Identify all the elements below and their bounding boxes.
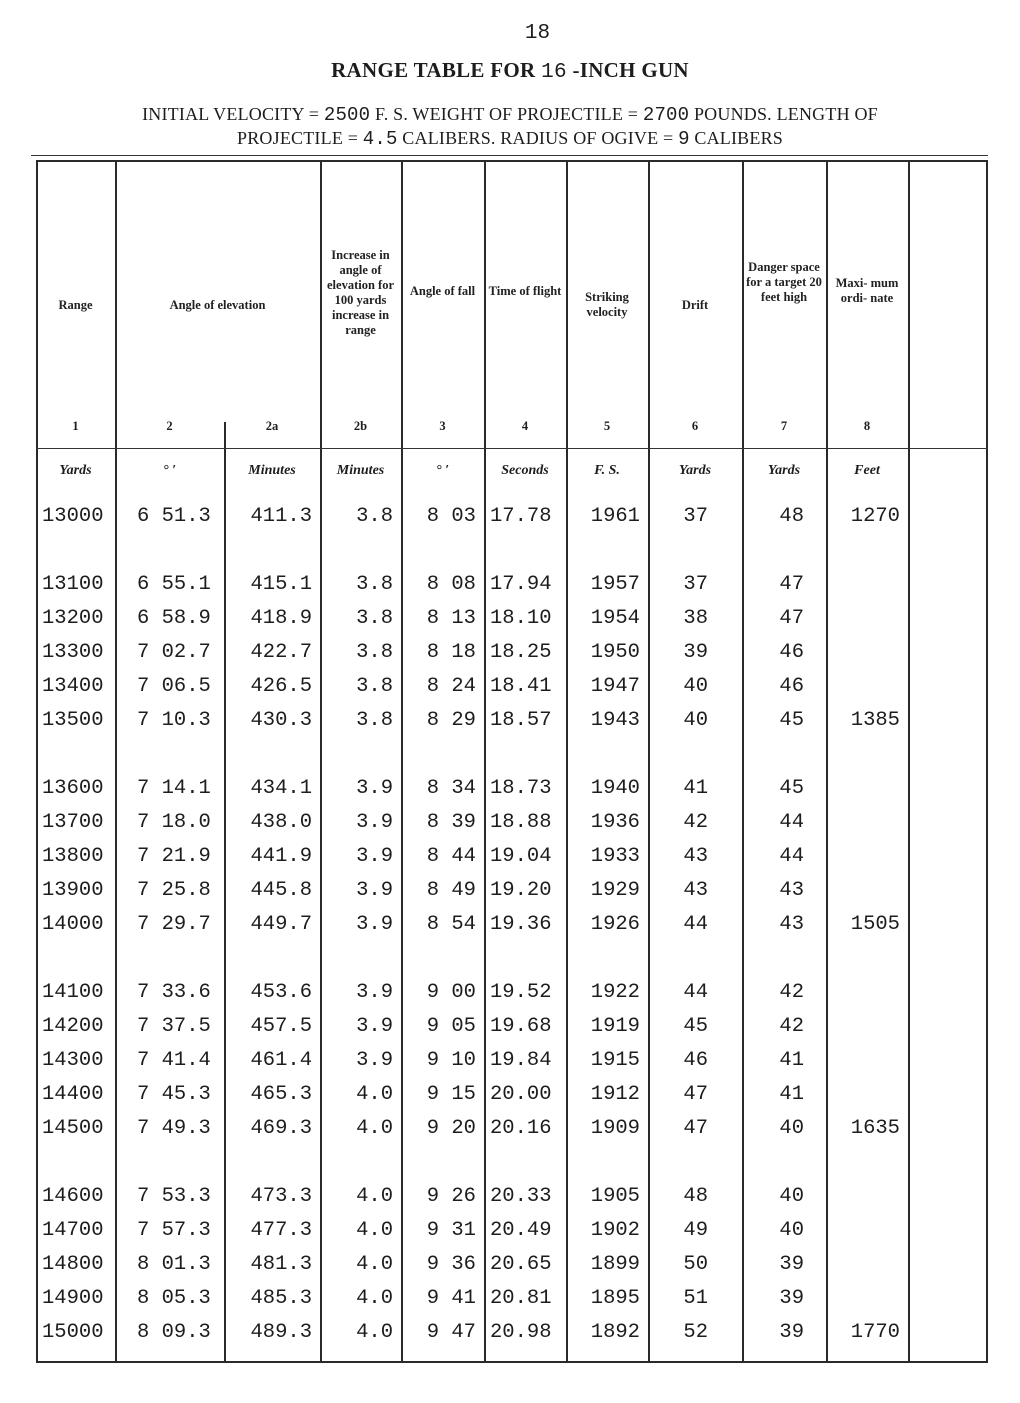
column-rule — [826, 160, 828, 1363]
cell-striking-velocity: 1902 — [590, 1219, 640, 1242]
column-header: Drift — [681, 298, 709, 312]
cell-elevation-minutes: 469.3 — [250, 1117, 312, 1140]
column-rule — [320, 160, 322, 1363]
cell-angle-of-fall: 9 00 — [426, 981, 476, 1004]
cell-angle-of-fall: 8 08 — [426, 573, 476, 596]
cell-striking-velocity: 1936 — [590, 811, 640, 834]
cell-time-of-flight: 18.41 — [490, 675, 552, 698]
cell-time-of-flight: 19.04 — [490, 845, 552, 868]
cell-elevation-increase: 3.9 — [356, 879, 393, 902]
column-header: Maxi- mum ordi- nate — [835, 276, 899, 305]
cell-time-of-flight: 20.98 — [490, 1321, 552, 1344]
subtitle-text: POUNDS. LENGTH OF — [689, 104, 878, 124]
column-rule — [115, 160, 117, 1363]
cell-time-of-flight: 18.25 — [490, 641, 552, 664]
cell-time-of-flight: 18.88 — [490, 811, 552, 834]
cell-drift: 40 — [683, 709, 708, 732]
cell-elevation-deg-min: 8 09.3 — [137, 1321, 211, 1344]
cell-drift: 49 — [683, 1219, 708, 1242]
cell-striking-velocity: 1905 — [590, 1185, 640, 1208]
cell-elevation-deg-min: 7 14.1 — [137, 777, 211, 800]
cell-maximum-ordinate: 1770 — [850, 1321, 900, 1344]
cell-elevation-increase: 3.8 — [356, 573, 393, 596]
cell-striking-velocity: 1892 — [590, 1321, 640, 1344]
cell-striking-velocity: 1919 — [590, 1015, 640, 1038]
page-number: 18 — [524, 22, 551, 45]
cell-danger-space: 42 — [779, 981, 804, 1004]
subtitle-text: PROJECTILE = — [237, 128, 363, 148]
cell-elevation-increase: 4.0 — [356, 1287, 393, 1310]
cell-angle-of-fall: 8 39 — [426, 811, 476, 834]
cell-angle-of-fall: 9 36 — [426, 1253, 476, 1276]
cell-elevation-deg-min: 7 18.0 — [137, 811, 211, 834]
cell-elevation-increase: 3.9 — [356, 777, 393, 800]
cell-danger-space: 46 — [779, 675, 804, 698]
cell-striking-velocity: 1915 — [590, 1049, 640, 1072]
subtitle-text: INITIAL VELOCITY = — [142, 104, 324, 124]
column-rule — [648, 160, 650, 1363]
cell-elevation-minutes: 430.3 — [250, 709, 312, 732]
cell-range: 15000 — [42, 1321, 104, 1344]
cell-range: 13500 — [42, 709, 104, 732]
cell-elevation-deg-min: 7 57.3 — [137, 1219, 211, 1242]
cell-range: 13200 — [42, 607, 104, 630]
cell-striking-velocity: 1961 — [590, 505, 640, 528]
cell-time-of-flight: 20.00 — [490, 1083, 552, 1106]
cell-time-of-flight: 19.84 — [490, 1049, 552, 1072]
cell-elevation-minutes: 457.5 — [250, 1015, 312, 1038]
cell-maximum-ordinate: 1635 — [850, 1117, 900, 1140]
subtitle-text: CALIBERS. RADIUS OF OGIVE = — [397, 128, 679, 148]
initial-velocity-value: 2500 — [323, 104, 371, 126]
column-header: Angle of elevation — [169, 298, 266, 312]
column-number: 2 — [166, 419, 173, 433]
cell-angle-of-fall: 8 49 — [426, 879, 476, 902]
cell-angle-of-fall: 8 18 — [426, 641, 476, 664]
cell-elevation-minutes: 453.6 — [250, 981, 312, 1004]
cell-striking-velocity: 1947 — [590, 675, 640, 698]
cell-angle-of-fall: 9 41 — [426, 1287, 476, 1310]
page-title — [0, 58, 1020, 84]
cell-drift: 45 — [683, 1015, 708, 1038]
cell-time-of-flight: 18.10 — [490, 607, 552, 630]
cell-elevation-deg-min: 7 02.7 — [137, 641, 211, 664]
cell-drift: 44 — [683, 913, 708, 936]
cell-striking-velocity: 1943 — [590, 709, 640, 732]
cell-elevation-increase: 4.0 — [356, 1219, 393, 1242]
cell-drift: 46 — [683, 1049, 708, 1072]
cell-range: 13900 — [42, 879, 104, 902]
cell-elevation-increase: 3.9 — [356, 913, 393, 936]
cell-elevation-increase: 4.0 — [356, 1253, 393, 1276]
cell-striking-velocity: 1895 — [590, 1287, 640, 1310]
cell-range: 14100 — [42, 981, 104, 1004]
cell-time-of-flight: 20.33 — [490, 1185, 552, 1208]
cell-striking-velocity: 1933 — [590, 845, 640, 868]
cell-striking-velocity: 1909 — [590, 1117, 640, 1140]
cell-range: 14800 — [42, 1253, 104, 1276]
cell-range: 13000 — [42, 505, 104, 528]
column-rule — [484, 160, 486, 1363]
cell-danger-space: 48 — [779, 505, 804, 528]
cell-range: 14700 — [42, 1219, 104, 1242]
column-number: 1 — [72, 419, 79, 433]
column-unit: Yards — [678, 463, 712, 478]
cell-elevation-increase: 3.8 — [356, 709, 393, 732]
cell-danger-space: 39 — [779, 1321, 804, 1344]
cell-drift: 40 — [683, 675, 708, 698]
cell-elevation-increase: 3.8 — [356, 505, 393, 528]
column-number: 6 — [691, 419, 699, 433]
cell-angle-of-fall: 9 05 — [426, 1015, 476, 1038]
cell-danger-space: 39 — [779, 1253, 804, 1276]
cell-danger-space: 41 — [779, 1049, 804, 1072]
cell-striking-velocity: 1940 — [590, 777, 640, 800]
cell-range: 14600 — [42, 1185, 104, 1208]
cell-drift: 47 — [683, 1083, 708, 1106]
cell-elevation-deg-min: 7 33.6 — [137, 981, 211, 1004]
cell-drift: 51 — [683, 1287, 708, 1310]
cell-drift: 50 — [683, 1253, 708, 1276]
title-caliber: 16 — [541, 61, 567, 84]
cell-elevation-deg-min: 7 25.8 — [137, 879, 211, 902]
column-rule — [742, 160, 744, 1363]
cell-time-of-flight: 20.81 — [490, 1287, 552, 1310]
cell-elevation-minutes: 449.7 — [250, 913, 312, 936]
cell-angle-of-fall: 9 15 — [426, 1083, 476, 1106]
cell-elevation-deg-min: 6 58.9 — [137, 607, 211, 630]
cell-angle-of-fall: 8 54 — [426, 913, 476, 936]
cell-danger-space: 45 — [779, 777, 804, 800]
cell-elevation-deg-min: 7 49.3 — [137, 1117, 211, 1140]
column-rule — [908, 160, 910, 1363]
cell-elevation-minutes: 485.3 — [250, 1287, 312, 1310]
cell-range: 13400 — [42, 675, 104, 698]
cell-drift: 38 — [683, 607, 708, 630]
cell-danger-space: 44 — [779, 845, 804, 868]
projectile-weight-value: 2700 — [642, 104, 690, 126]
cell-elevation-increase: 3.8 — [356, 675, 393, 698]
cell-elevation-deg-min: 7 41.4 — [137, 1049, 211, 1072]
cell-danger-space: 42 — [779, 1015, 804, 1038]
cell-elevation-deg-min: 6 55.1 — [137, 573, 211, 596]
cell-time-of-flight: 19.20 — [490, 879, 552, 902]
column-rule — [566, 160, 568, 1363]
cell-elevation-deg-min: 7 37.5 — [137, 1015, 211, 1038]
column-unit: Yards — [767, 463, 801, 478]
column-unit: ° ′ — [162, 463, 177, 478]
cell-maximum-ordinate: 1270 — [850, 505, 900, 528]
column-number: 7 — [780, 419, 788, 433]
column-unit: ° ′ — [435, 463, 450, 478]
cell-elevation-minutes: 481.3 — [250, 1253, 312, 1276]
column-number: 5 — [603, 419, 611, 433]
cell-drift: 48 — [683, 1185, 708, 1208]
column-unit: Minutes — [248, 463, 296, 478]
column-header: Angle of fall — [409, 284, 476, 298]
header-rule — [36, 448, 988, 449]
cell-elevation-minutes: 441.9 — [250, 845, 312, 868]
column-unit: Seconds — [501, 463, 549, 478]
cell-range: 13100 — [42, 573, 104, 596]
cell-striking-velocity: 1922 — [590, 981, 640, 1004]
cell-range: 14400 — [42, 1083, 104, 1106]
cell-danger-space: 46 — [779, 641, 804, 664]
column-header: Range — [58, 298, 93, 312]
cell-danger-space: 40 — [779, 1185, 804, 1208]
cell-striking-velocity: 1954 — [590, 607, 640, 630]
column-number: 3 — [439, 419, 446, 433]
cell-elevation-minutes: 415.1 — [250, 573, 312, 596]
cell-elevation-increase: 4.0 — [356, 1117, 393, 1140]
cell-angle-of-fall: 8 03 — [426, 505, 476, 528]
cell-elevation-minutes: 473.3 — [250, 1185, 312, 1208]
cell-drift: 39 — [683, 641, 708, 664]
cell-angle-of-fall: 8 29 — [426, 709, 476, 732]
column-unit: F. S. — [594, 463, 620, 478]
cell-elevation-increase: 4.0 — [356, 1321, 393, 1344]
cell-maximum-ordinate: 1505 — [850, 913, 900, 936]
column-header: Striking velocity — [585, 290, 629, 319]
cell-striking-velocity: 1926 — [590, 913, 640, 936]
cell-angle-of-fall: 9 47 — [426, 1321, 476, 1344]
column-number: 8 — [863, 419, 871, 433]
cell-elevation-deg-min: 7 29.7 — [137, 913, 211, 936]
cell-elevation-deg-min: 7 10.3 — [137, 709, 211, 732]
cell-elevation-increase: 3.9 — [356, 1049, 393, 1072]
cell-range: 14000 — [42, 913, 104, 936]
cell-danger-space: 47 — [779, 573, 804, 596]
column-number: 2a — [265, 419, 279, 433]
column-header: Time of flight — [488, 284, 562, 298]
cell-range: 14200 — [42, 1015, 104, 1038]
subtitle-line-2 — [0, 128, 1020, 150]
cell-danger-space: 43 — [779, 913, 804, 936]
title-suffix: -INCH GUN — [572, 58, 689, 82]
subtitle-line-1 — [0, 104, 1020, 126]
cell-angle-of-fall: 8 13 — [426, 607, 476, 630]
cell-range: 14900 — [42, 1287, 104, 1310]
column-header: Danger space for a target 20 feet high — [746, 260, 822, 304]
cell-drift: 42 — [683, 811, 708, 834]
cell-elevation-minutes: 445.8 — [250, 879, 312, 902]
cell-elevation-increase: 3.9 — [356, 981, 393, 1004]
projectile-length-value: 4.5 — [362, 128, 398, 150]
column-number: 2b — [353, 419, 368, 433]
column-unit: Feet — [854, 463, 880, 478]
cell-elevation-increase: 4.0 — [356, 1185, 393, 1208]
cell-danger-space: 40 — [779, 1117, 804, 1140]
subtitle-text: CALIBERS — [689, 128, 783, 148]
cell-danger-space: 45 — [779, 709, 804, 732]
cell-elevation-increase: 4.0 — [356, 1083, 393, 1106]
cell-range: 14300 — [42, 1049, 104, 1072]
column-rule — [401, 160, 403, 1363]
cell-drift: 43 — [683, 845, 708, 868]
cell-drift: 37 — [683, 505, 708, 528]
cell-elevation-minutes: 438.0 — [250, 811, 312, 834]
cell-time-of-flight: 17.78 — [490, 505, 552, 528]
column-unit: Minutes — [336, 463, 385, 478]
ogive-radius-value: 9 — [678, 128, 690, 150]
cell-time-of-flight: 18.73 — [490, 777, 552, 800]
cell-angle-of-fall: 8 34 — [426, 777, 476, 800]
column-number: 4 — [521, 419, 529, 433]
cell-elevation-minutes: 426.5 — [250, 675, 312, 698]
cell-drift: 37 — [683, 573, 708, 596]
table-top-rule — [31, 155, 988, 156]
cell-elevation-deg-min: 7 21.9 — [137, 845, 211, 868]
cell-angle-of-fall: 9 26 — [426, 1185, 476, 1208]
cell-time-of-flight: 19.36 — [490, 913, 552, 936]
cell-elevation-increase: 3.8 — [356, 607, 393, 630]
cell-time-of-flight: 20.16 — [490, 1117, 552, 1140]
cell-time-of-flight: 17.94 — [490, 573, 552, 596]
column-unit: Yards — [59, 463, 92, 478]
cell-elevation-deg-min: 7 06.5 — [137, 675, 211, 698]
cell-elevation-minutes: 477.3 — [250, 1219, 312, 1242]
cell-elevation-minutes: 418.9 — [250, 607, 312, 630]
cell-danger-space: 43 — [779, 879, 804, 902]
cell-elevation-deg-min: 6 51.3 — [137, 505, 211, 528]
cell-elevation-minutes: 422.7 — [250, 641, 312, 664]
cell-elevation-deg-min: 7 45.3 — [137, 1083, 211, 1106]
cell-range: 13300 — [42, 641, 104, 664]
range-table-frame — [36, 160, 988, 1363]
title-prefix: RANGE TABLE FOR — [331, 58, 536, 82]
cell-maximum-ordinate: 1385 — [850, 709, 900, 732]
cell-elevation-increase: 3.9 — [356, 1015, 393, 1038]
cell-time-of-flight: 18.57 — [490, 709, 552, 732]
cell-range: 14500 — [42, 1117, 104, 1140]
cell-angle-of-fall: 9 20 — [426, 1117, 476, 1140]
cell-range: 13600 — [42, 777, 104, 800]
cell-elevation-increase: 3.9 — [356, 811, 393, 834]
cell-angle-of-fall: 8 24 — [426, 675, 476, 698]
cell-time-of-flight: 19.52 — [490, 981, 552, 1004]
cell-angle-of-fall: 9 10 — [426, 1049, 476, 1072]
cell-range: 13800 — [42, 845, 104, 868]
cell-elevation-deg-min: 8 01.3 — [137, 1253, 211, 1276]
cell-drift: 43 — [683, 879, 708, 902]
cell-elevation-minutes: 434.1 — [250, 777, 312, 800]
cell-elevation-minutes: 461.4 — [250, 1049, 312, 1072]
cell-elevation-increase: 3.8 — [356, 641, 393, 664]
cell-elevation-increase: 3.9 — [356, 845, 393, 868]
cell-angle-of-fall: 9 31 — [426, 1219, 476, 1242]
cell-drift: 52 — [683, 1321, 708, 1344]
subtitle-text: F. S. WEIGHT OF PROJECTILE = — [370, 104, 643, 124]
cell-time-of-flight: 20.65 — [490, 1253, 552, 1276]
cell-danger-space: 47 — [779, 607, 804, 630]
cell-striking-velocity: 1950 — [590, 641, 640, 664]
cell-striking-velocity: 1957 — [590, 573, 640, 596]
cell-striking-velocity: 1912 — [590, 1083, 640, 1106]
cell-angle-of-fall: 8 44 — [426, 845, 476, 868]
column-header: Increase in angle of elevation for 100 yards increase in range — [327, 248, 394, 337]
cell-danger-space: 41 — [779, 1083, 804, 1106]
cell-danger-space: 39 — [779, 1287, 804, 1310]
cell-striking-velocity: 1929 — [590, 879, 640, 902]
cell-time-of-flight: 20.49 — [490, 1219, 552, 1242]
cell-elevation-deg-min: 8 05.3 — [137, 1287, 211, 1310]
cell-elevation-minutes: 465.3 — [250, 1083, 312, 1106]
cell-danger-space: 40 — [779, 1219, 804, 1242]
cell-drift: 47 — [683, 1117, 708, 1140]
cell-danger-space: 44 — [779, 811, 804, 834]
cell-elevation-deg-min: 7 53.3 — [137, 1185, 211, 1208]
cell-drift: 44 — [683, 981, 708, 1004]
cell-elevation-minutes: 489.3 — [250, 1321, 312, 1344]
cell-elevation-minutes: 411.3 — [250, 505, 312, 528]
cell-drift: 41 — [683, 777, 708, 800]
cell-striking-velocity: 1899 — [590, 1253, 640, 1276]
cell-time-of-flight: 19.68 — [490, 1015, 552, 1038]
cell-range: 13700 — [42, 811, 104, 834]
